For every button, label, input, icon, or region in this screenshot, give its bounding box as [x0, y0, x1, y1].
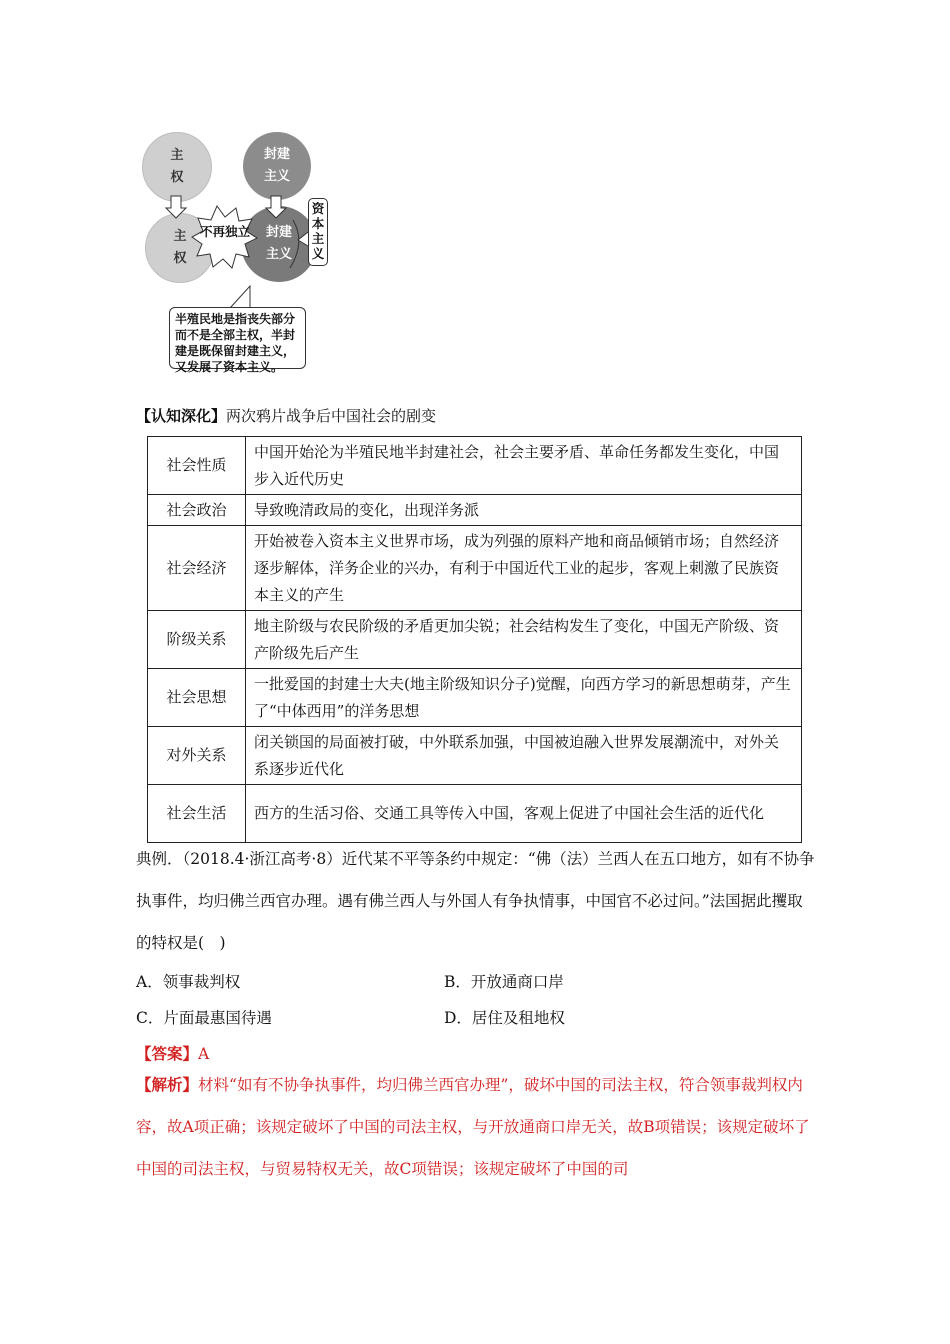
- row-key: 阶级关系: [148, 611, 246, 669]
- row-key: 社会经济: [148, 526, 246, 611]
- heading-tag: 【认知深化】: [136, 407, 227, 425]
- analysis-tag: 【解析】: [136, 1075, 199, 1094]
- callout-pointer: [298, 232, 308, 246]
- table-row: [148, 727, 802, 785]
- question-text: 典例．（2018.4·浙江高考·8）近代某不平等条约中规定：“佛（法）兰西人在五口地方，如有不协争执事件，均归佛兰西官办理。遇有佛兰西人与外国人有争执情事，中国官不必过问。”法国据此攫取的特权是( ): [136, 850, 815, 952]
- section-heading: [136, 405, 436, 426]
- circle-label: 主权: [173, 229, 187, 266]
- table-row: [148, 526, 802, 611]
- circle-label: 主权: [170, 148, 184, 185]
- option-c: C．片面最惠国待遇: [136, 1009, 272, 1027]
- callout-text: 资本主义: [311, 201, 325, 261]
- row-value: 导致晚清政局的变化，出现洋务派: [246, 495, 802, 526]
- note-pointer: [230, 286, 250, 308]
- starburst-label: 不再独立: [200, 224, 251, 239]
- table-row: [148, 611, 802, 669]
- row-key: 对外关系: [148, 727, 246, 785]
- answer-value: A: [198, 1045, 210, 1063]
- table-row: [148, 495, 802, 526]
- option-a: A．领事裁判权: [136, 973, 241, 991]
- table-row: [148, 785, 802, 843]
- table-row: [148, 437, 802, 495]
- row-value: 西方的生活习俗、交通工具等传入中国，客观上促进了中国社会生活的近代化: [246, 785, 802, 843]
- row-key: 社会性质: [148, 437, 246, 495]
- row-value: 闭关锁国的局面被打破，中外联系加强，中国被迫融入世界发展潮流中，对外关系逐步近代化: [246, 727, 802, 785]
- semi-colonial-note: [169, 307, 306, 374]
- option-d: D．居住及租地权: [444, 1009, 565, 1027]
- option-b: B．开放通商口岸: [444, 973, 564, 991]
- row-key: 社会思想: [148, 669, 246, 727]
- callout-arc: [290, 220, 299, 268]
- analysis-body: 材料“如有不协争执事件，均归佛兰西官办理”，破坏中国的司法主权，符合领事裁判权内容，故A项正确；该规定破坏了中国的司法主权，与开放通商口岸无关，故B项错误；该规定破坏了中国的司法主权，与贸易特权无关，故C项错误；该规定破坏了中国的司: [136, 1076, 810, 1178]
- row-key: 社会政治: [148, 495, 246, 526]
- social-change-table: [147, 436, 802, 843]
- row-value: 开始被卷入资本主义世界市场，成为列强的原料产地和商品倾销市场；自然经济逐步解体，洋务企业的兴办，有利于中国近代工业的起步，客观上刺激了民族资本主义的产生: [246, 526, 802, 611]
- arrow-down-icon: [266, 196, 286, 218]
- row-value: 地主阶级与农民阶级的矛盾更加尖锐；社会结构发生了变化，中国无产阶级、资产阶级先后产生: [246, 611, 802, 669]
- row-key: 社会生活: [148, 785, 246, 843]
- note-text: 半殖民地是指丧失部分而不是全部主权，半封建是既保留封建主义，又发展了资本主义。: [175, 312, 296, 374]
- row-value: 一批爱国的封建士大夫(地主阶级知识分子)觉醒，向西方学习的新思想萌芽，产生了“中体西用”的洋务思想: [246, 669, 802, 727]
- table-row: [148, 669, 802, 727]
- capitalism-callout: [308, 198, 328, 266]
- arrow-down-icon: [166, 196, 186, 218]
- row-value: 中国开始沦为半殖民地半封建社会，社会主要矛盾、革命任务都发生变化，中国步入近代历史: [246, 437, 802, 495]
- answer-line: [136, 1042, 209, 1064]
- circle-label: 封建主义: [265, 225, 292, 262]
- concept-diagram: [130, 120, 350, 380]
- analysis-text: [136, 1064, 816, 1190]
- circle-label: 封建主义: [263, 147, 290, 184]
- heading-text: 两次鸦片战争后中国社会的剧变: [226, 407, 437, 425]
- answer-tag: 【答案】: [136, 1044, 199, 1063]
